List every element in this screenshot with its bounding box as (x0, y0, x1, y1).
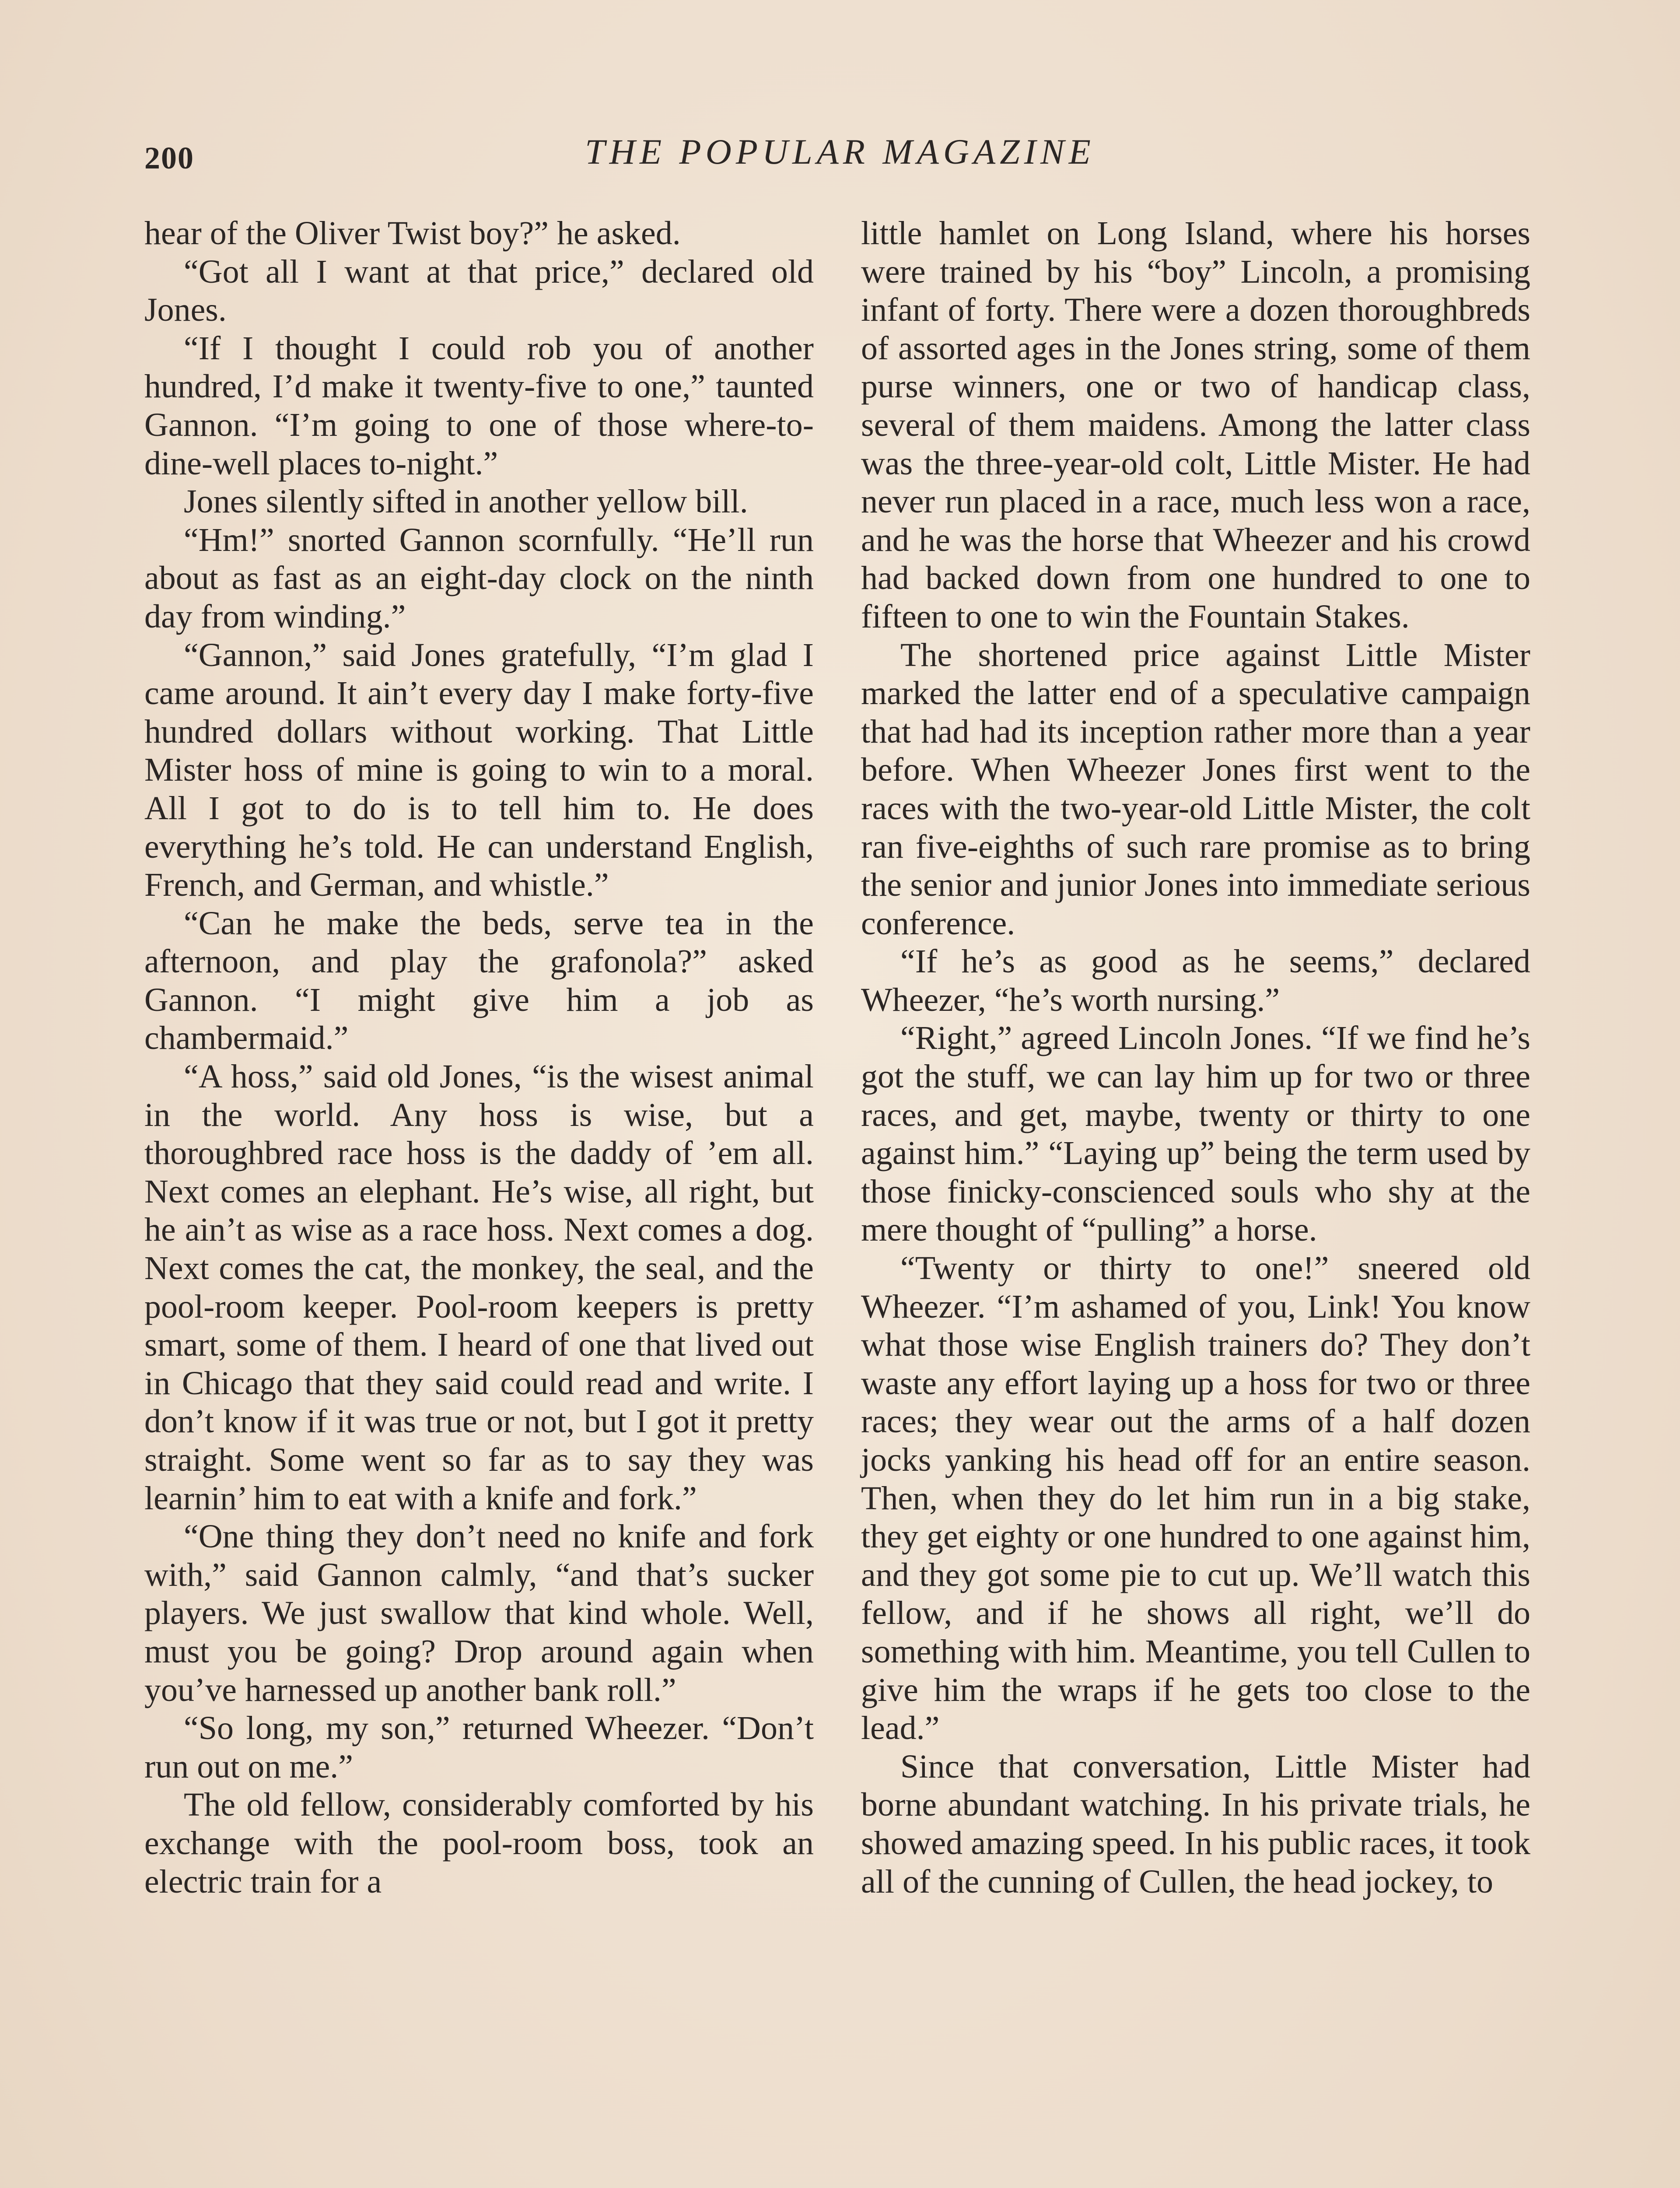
paragraph: “Hm!” snorted Gannon scornfully. “He’ll run about as fast as an eight-day clock on the ninth day from winding.” (144, 521, 814, 635)
paragraph: “Right,” agreed Lincoln Jones. “If we find he’s got the stuff, we can lay him up for two or three races, and get, maybe, twenty or thirty to one against him.” “Laying up” being the term used by those finicky-conscienced souls who shy at the mere thought of “pulling” a horse. (861, 1020, 1530, 1248)
paragraph: Jones silently sifted in another yellow bill. (184, 483, 748, 520)
paragraph: hear of the Oliver Twist boy?” he asked. (144, 215, 681, 252)
paragraph: “Can he make the beds, serve tea in the afternoon, and play the grafonola?” asked Gannon. “I might give him a job as chambermaid.” (144, 905, 814, 1057)
paragraph: “Twenty or thirty to one!” sneered old Wheezer. “I’m ashamed of you, Link! You know what those wise English trainers do? They don’t waste any effort laying up a hoss for two or three races; they wear out the arms of a half dozen jocks yanking his head off for an entire season. Then, when they do let him run in a big stake, they get eighty or one hundred to one against him, and they got some pie to cut up. We’ll watch this fellow, and if he shows all right, we’ll do something with him. Meantime, you tell Cullen to give him the wraps if he gets too close to the lead.” (861, 1250, 1530, 1747)
right-column (861, 214, 1530, 2188)
paragraph: The old fellow, considerably comforted by his exchange with the pool-room boss, took an electric train for a (144, 1786, 814, 1900)
paragraph: “One thing they don’t need no knife and fork with,” said Gannon calmly, “and that’s sucker players. We just swallow that kind whole. Well, must you be going? Drop around again when you’ve harnessed up another bank roll.” (144, 1518, 814, 1708)
paragraph: “Gannon,” said Jones gratefully, “I’m glad I came around. It ain’t every day I make forty-five hundred dollars without working. That Little Mister hoss of mine is going to win to a moral. All I got to do is to tell him to. He does everything he’s told. He can understand English, French, and German, and whistle.” (144, 636, 814, 904)
page-header (144, 131, 1536, 184)
paragraph: “Got all I want at that price,” declared old Jones. (144, 253, 814, 329)
paragraph: “If he’s as good as he seems,” declared Wheezer, “he’s worth nursing.” (861, 943, 1530, 1018)
running-title: THE POPULAR MAGAZINE (585, 132, 1095, 172)
paragraph: little hamlet on Long Island, where his horses were trained by his “boy” Lincoln, a promising infant of forty. There were a dozen thoroughbreds of assorted ages in the Jones string, some of them purse winners, one or two of handicap class, several of them maidens. Among the latter class was the three-year-old colt, Little Mister. He had never run placed in a race, much less won a race, and he was the horse that Wheezer and his crowd had backed down from one hundred to one to fifteen to one to win the Fountain Stakes. (861, 215, 1530, 635)
paragraph: “A hoss,” said old Jones, “is the wisest animal in the world. Any hoss is wise, but a thoroughbred race hoss is the daddy of ’em all. Next comes an elephant. He’s wise, all right, but he ain’t as wise as a race hoss. Next comes a dog. Next comes the cat, the monkey, the seal, and the pool-room keeper. Pool-room keepers is pretty smart, some of them. I heard of one that lived out in Chicago that they said could read and write. I don’t know if it was true or not, but I got it pretty straight. Some went so far as to say they was learnin’ him to eat with a knife and fork.” (144, 1058, 814, 1517)
left-column (144, 214, 814, 2188)
paragraph: “If I thought I could rob you of another hundred, I’d make it twenty-five to one,” taunted Gannon. “I’m going to one of those where-to-dine-well places to-night.” (144, 330, 814, 482)
paragraph: “So long, my son,” returned Wheezer. “Don’t run out on me.” (144, 1710, 814, 1785)
page-number: 200 (144, 140, 194, 175)
paragraph: Since that conversation, Little Mister had borne abundant watching. In his private trials, he showed amazing speed. In his public races, it took all of the cunning of Cullen, the head jockey, to (861, 1748, 1530, 1900)
paragraph: The shortened price against Little Mister marked the latter end of a speculative campaign that had had its inception rather more than a year before. When Wheezer Jones first went to the races with the two-year-old Little Mister, the colt ran five-eighths of such rare promise as to bring the senior and junior Jones into immediate serious conference. (861, 636, 1530, 942)
